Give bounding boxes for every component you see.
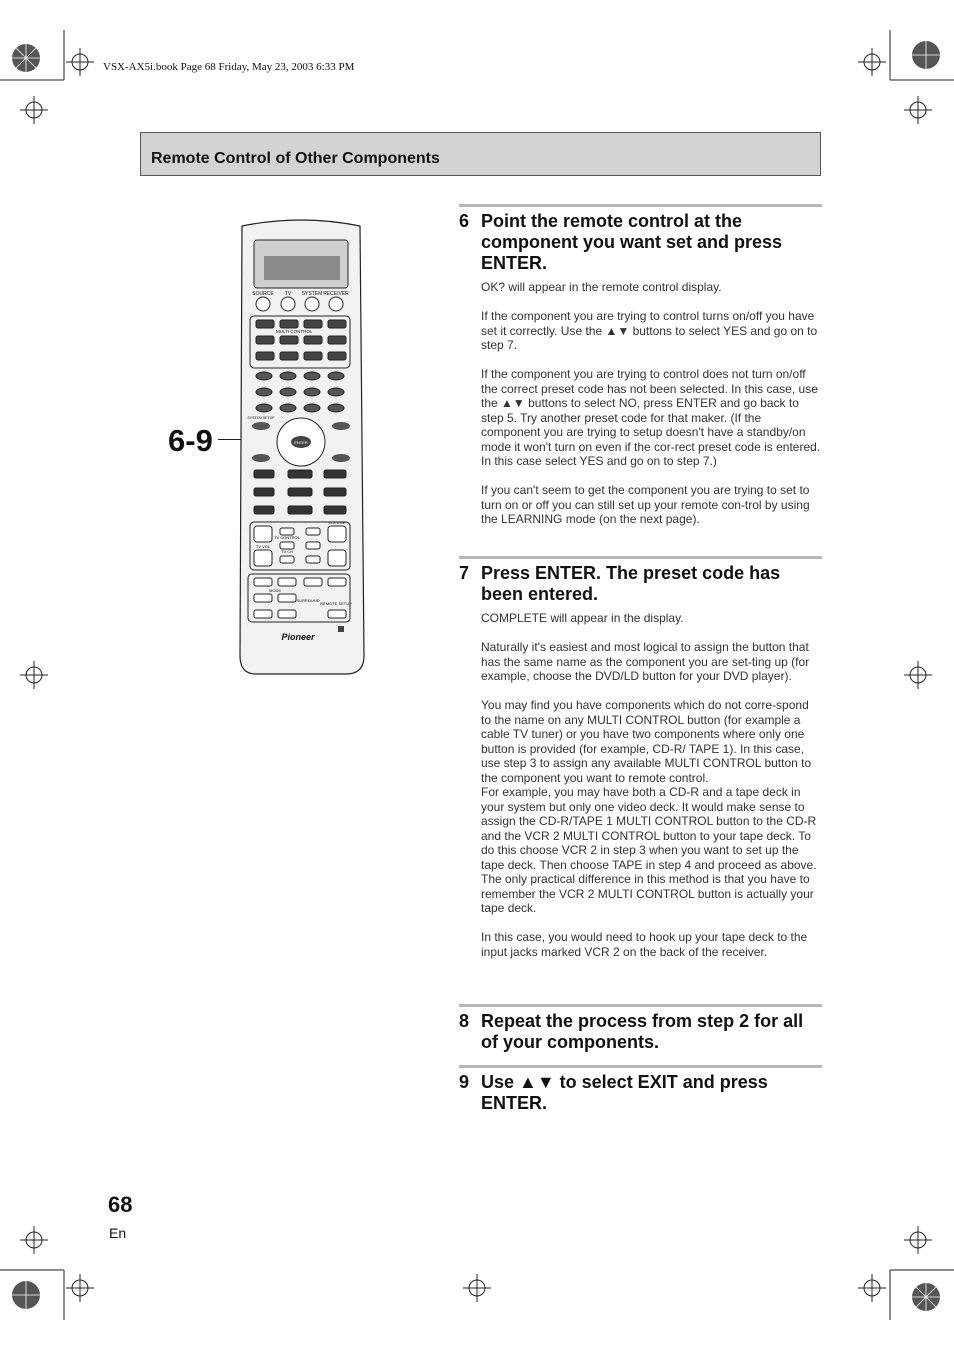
remote-label-multi-control: MULTI CONTROL: [276, 329, 313, 334]
remote-label-tv-ch: TV CH: [281, 549, 293, 554]
page-language: En: [109, 1225, 127, 1241]
paragraph: For example, you may have both a CD-R and a tape deck in your system but only one video deck. It would make sense to assign the CD-R/TAPE 1 MULTI CONTROL button to the CD-R and the VCR 2 MULTI CONTROL button to your tape deck. To do this choose VCR 2 in step 3 when you want to set up the tape deck. Then choose TAPE in step 4 and proceed as above. The only practical difference in this method is that you have to remember the VCR 2 MULTI CONTROL button is actually your tape deck.: [481, 785, 817, 915]
remote-label-tv-vol: TV VOL: [255, 544, 271, 549]
step-number: 9: [459, 1072, 470, 1092]
page-number: 68: [108, 1192, 133, 1217]
remote-label-tv-control: TV CONTROL: [274, 535, 300, 540]
remote-label-source: SOURCE: [252, 291, 274, 297]
section-title: Remote Control of Other Components: [151, 150, 440, 167]
step-number: 8: [459, 1011, 470, 1031]
step-7: [459, 556, 822, 959]
step-body: [481, 611, 822, 959]
figure-callout-label: 6-9: [168, 423, 213, 458]
print-header: VSX-AX5i.book Page 68 Friday, May 23, 2003 6:33 PM: [103, 61, 355, 73]
step-title: Point the remote control at the component you want set and press ENTER.: [481, 211, 783, 273]
remote-label-enter: ENTER: [294, 440, 308, 445]
paragraph: If the component you are trying to control does not turn on/off the correct preset code has not been selected. In this case, use the ▲▼ buttons to select NO, press ENTER and go back to step 5. Try another preset code for that maker. (If the component you are trying to setup doesn't have a standby/on mode it won't turn on even if the cor-rect preset code is entered. In this case select YES and go on to step 7.): [481, 367, 821, 468]
paragraph: You may find you have components which do not corre-spond to the name on any MULTI CONTROL button (for example a cable TV tuner) or you have two components where only one button is provided (for example, CD-R/ TAPE 1). In this case, use step 3 to assign any available MULTI CONTROL button to the component you want to remote control.: [481, 698, 812, 785]
step-title: Press ENTER. The preset code has been entered.: [481, 563, 781, 604]
remote-brand-logo: Pioneer: [281, 632, 315, 642]
step-8: [459, 1004, 822, 1053]
remote-control-illustration: [236, 216, 366, 676]
remote-label-volume: VOLUME: [328, 520, 346, 525]
remote-label-tv: TV: [284, 291, 292, 297]
paragraph: If you can't seem to get the component you are trying to set to turn on or off you can still set up your remote con-trol by using the LEARNING mode (on the next page).: [481, 483, 810, 526]
remote-label-mode: MODE: [269, 588, 281, 593]
step-9: [459, 1065, 822, 1114]
remote-label-surround: SURROUND: [296, 598, 320, 603]
step-number: 7: [459, 563, 470, 583]
section-header-bar: [140, 132, 821, 176]
paragraph: OK? will appear in the remote control display.: [481, 280, 722, 294]
remote-label-system-setup: SYSTEM SETUP: [247, 416, 275, 420]
step-body: [481, 280, 822, 527]
step-title: Use ▲▼ to select EXIT and press ENTER.: [481, 1072, 768, 1113]
paragraph: If the component you are trying to control turns on/off you have set it correctly. Use the ▲▼ buttons to select YES and go on to step 7.: [481, 309, 818, 352]
paragraph: In this case, you would need to hook up your tape deck to the input jacks marked VCR 2 on the back of the receiver.: [481, 930, 808, 959]
step-6: [459, 204, 822, 527]
step-title: Repeat the process from step 2 for all of your components.: [481, 1011, 804, 1052]
remote-label-system: SYSTEM: [301, 291, 323, 297]
paragraph: Naturally it's easiest and most logical to assign the button that has the same name as the component you are set-ting up (for example, choose the DVD/LD button for your DVD player).: [481, 640, 810, 683]
remote-label-remote-setup: REMOTE SETUP: [320, 601, 352, 606]
step-number: 6: [459, 211, 470, 231]
paragraph: COMPLETE will appear in the display.: [481, 611, 684, 625]
remote-label-receiver: RECEIVER: [323, 291, 349, 297]
